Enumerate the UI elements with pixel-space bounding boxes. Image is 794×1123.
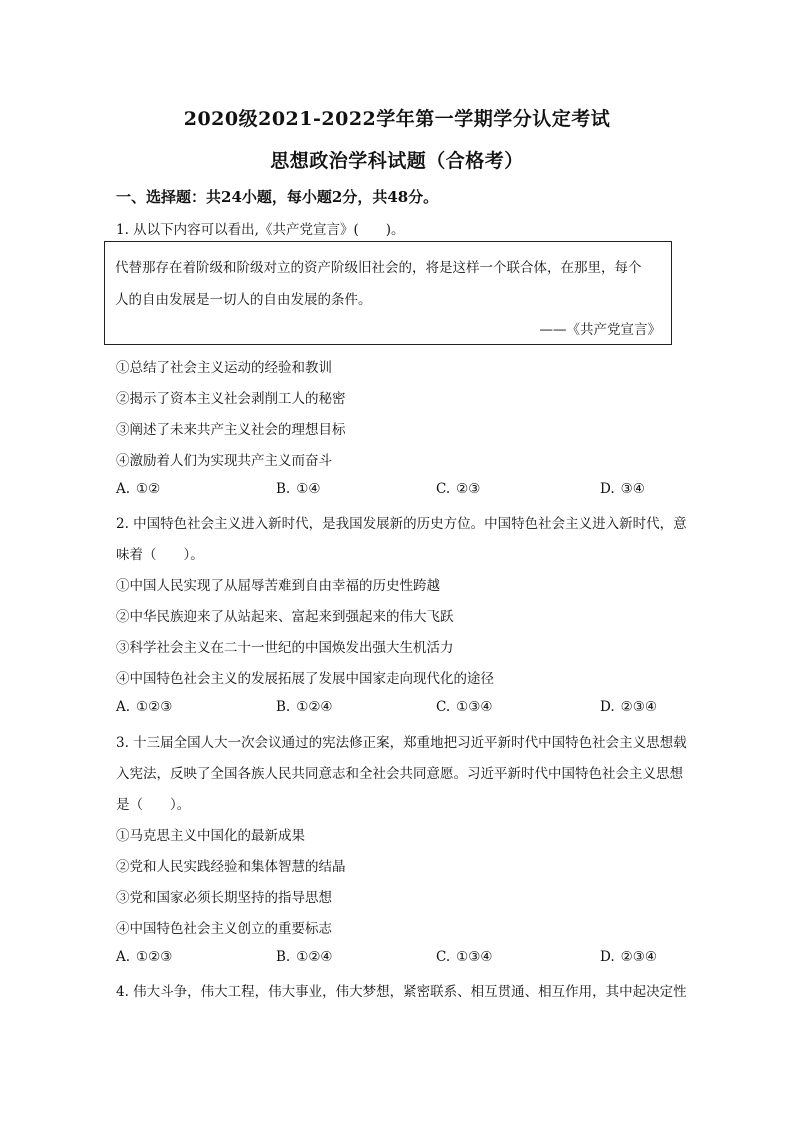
q2-stem-line-1: 2. 中国特色社会主义进入新时代，是我国发展新的历史方位。中国特色社会主义进入新时代，意 (116, 516, 687, 532)
q3-option-c (436, 949, 492, 965)
q3-stem-line-2: 入宪法，反映了全国各族人民共同意志和全社会共同意愿。习近平新时代中国特色社会主义思想 (116, 766, 683, 782)
q1-option-b (276, 481, 320, 497)
q2-item-2: ②中华民族迎来了从站起来、富起来到强起来的伟大飞跃 (116, 609, 454, 625)
exam-title: 2020级2021-2022学年第一学期学分认定考试 (183, 108, 611, 130)
option-text: ①②③ (136, 699, 173, 715)
q1-item-1: ①总结了社会主义运动的经验和教训 (116, 360, 332, 376)
option-label: B. (276, 699, 291, 715)
option-text: ①③④ (456, 699, 493, 715)
option-label: C. (436, 699, 451, 715)
q1-item-2: ②揭示了资本主义社会剥削工人的秘密 (116, 391, 346, 407)
q3-option-b (276, 949, 333, 965)
q1-item-3: ③阐述了未来共产主义社会的理想目标 (116, 422, 346, 438)
q2-item-4: ④中国特色社会主义的发展拓展了发展中国家走向现代化的途径 (116, 671, 494, 687)
q2-option-c (436, 699, 492, 715)
q2-option-d (600, 699, 657, 715)
q3-item-2: ②党和人民实践经验和集体智慧的结晶 (116, 859, 346, 875)
option-text: ①② (136, 481, 161, 497)
q3-option-d (600, 949, 657, 965)
q3-stem-line-3: 是（ ）。 (116, 797, 191, 813)
option-text: ①③④ (456, 949, 493, 965)
q4-stem-line-1: 4. 伟大斗争，伟大工程，伟大事业，伟大梦想，紧密联系、相互贯通、相互作用，其中起决定性 (116, 984, 687, 1000)
quote-source: ——《共产党宣言》 (539, 322, 661, 338)
option-label: B. (276, 481, 291, 497)
section-heading: 一、选择题：共24小题，每小题2分，共48分。 (116, 188, 439, 206)
q2-item-1: ①中国人民实现了从屈辱苦难到自由幸福的历史性跨越 (116, 578, 440, 594)
q1-option-c (436, 481, 480, 497)
option-label: A. (116, 699, 131, 715)
option-text: ①②④ (296, 949, 333, 965)
option-text: ①②④ (296, 699, 333, 715)
q3-option-a (116, 949, 172, 965)
option-text: ②③④ (620, 949, 657, 965)
option-label: D. (600, 481, 615, 497)
option-text: ①④ (296, 481, 321, 497)
option-text: ②③④ (620, 699, 657, 715)
q1-item-4: ④激励着人们为实现共产主义而奋斗 (116, 453, 332, 469)
q1-option-d (600, 481, 645, 497)
q3-item-3: ③党和国家必须长期坚持的指导思想 (116, 890, 332, 906)
q2-option-a (116, 699, 172, 715)
q3-item-1: ①马克思主义中国化的最新成果 (116, 828, 305, 844)
exam-subtitle: 思想政治学科试题（合格考） (270, 150, 524, 172)
option-label: D. (600, 699, 615, 715)
option-text: ②③ (456, 481, 481, 497)
quote-line-2: 人的自由发展是一切人的自由发展的条件。 (115, 292, 372, 308)
option-text: ①②③ (136, 949, 173, 965)
q2-item-3: ③科学社会主义在二十一世纪的中国焕发出强大生机活力 (116, 640, 454, 656)
quote-line-1: 代替那存在着阶级和阶级对立的资产阶级旧社会的，将是这样一个联合体，在那里，每个 (115, 260, 642, 276)
option-label: D. (600, 949, 615, 965)
option-label: A. (116, 949, 131, 965)
q1-option-a (116, 481, 160, 497)
quote-box (104, 241, 672, 345)
q3-item-4: ④中国特色社会主义创立的重要标志 (116, 921, 332, 937)
option-label: B. (276, 949, 291, 965)
q1-stem: 1. 从以下内容可以看出,《共产党宣言》( )。 (116, 222, 405, 238)
q2-stem-line-2: 味着（ ）。 (116, 547, 204, 563)
option-label: A. (116, 481, 131, 497)
q2-option-b (276, 699, 333, 715)
option-label: C. (436, 481, 451, 497)
option-label: C. (436, 949, 451, 965)
q3-stem-line-1: 3. 十三届全国人大一次会议通过的宪法修正案，郑重地把习近平新时代中国特色社会主义思想载 (116, 735, 687, 751)
option-text: ③④ (620, 481, 645, 497)
